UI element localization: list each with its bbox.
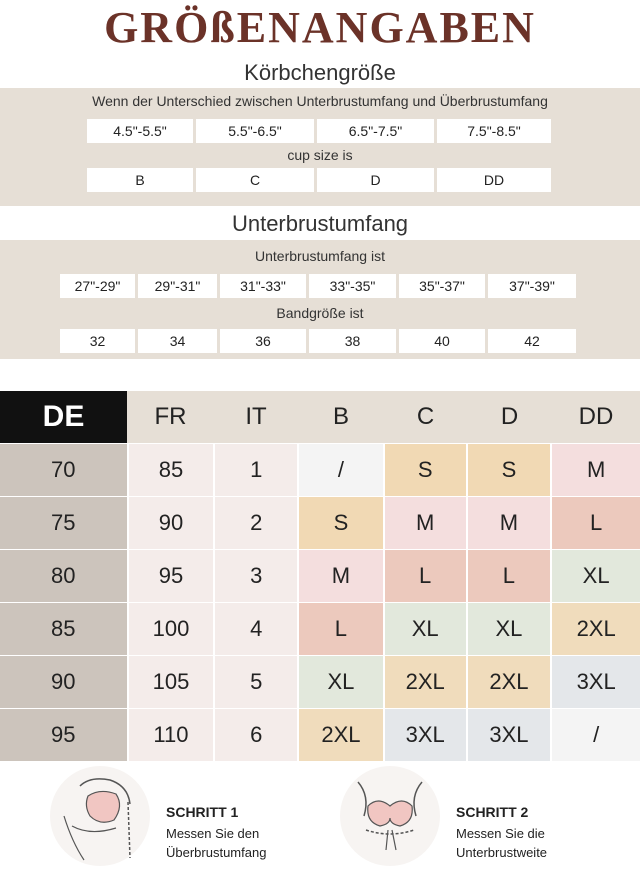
step-1-description: [166, 824, 316, 862]
header-cup-c: C: [384, 391, 467, 443]
range-row: [60, 274, 576, 298]
cell-cup-b: XL: [299, 656, 383, 708]
difference-cell: 6.5"-7.5": [317, 119, 434, 143]
cell-cup-dd: 2XL: [552, 603, 640, 655]
cell-de: 80: [0, 550, 127, 602]
range-cell: 35"-37": [399, 274, 485, 298]
difference-cell: 5.5"-6.5": [196, 119, 314, 143]
band-cell: 42: [488, 329, 576, 353]
range-cell: 33"-35": [309, 274, 396, 298]
step-2-line-2: Unterbrustweite: [456, 845, 548, 860]
band-size-heading: Unterbrustumfang: [231, 211, 409, 236]
table-row: [0, 550, 640, 602]
cell-cup-d: S: [468, 444, 551, 496]
step-2-title: SCHRITT 2: [456, 804, 529, 820]
band-cell: 40: [399, 329, 485, 353]
cell-fr: 90: [129, 497, 214, 549]
cup-size-mid-label: cup size is: [287, 147, 353, 163]
cell-cup-d: M: [468, 497, 551, 549]
cell-cup-d: 3XL: [468, 709, 551, 761]
cell-cup-c: XL: [385, 603, 466, 655]
cell-de: 75: [0, 497, 127, 549]
cup-size-intro: Wenn der Unterschied zwischen Unterbrustumfang und Überbrustumfang: [92, 93, 548, 109]
cell-cup-b: M: [299, 550, 383, 602]
step-1-line-2: Überbrustumfang: [166, 845, 267, 860]
table-body: [0, 444, 640, 761]
cell-cup-b: /: [299, 444, 383, 496]
measure-overbust-icon: [50, 766, 150, 866]
range-cell: 29"-31": [138, 274, 217, 298]
table-row: [0, 444, 640, 496]
cell-fr: 95: [129, 550, 214, 602]
cell-cup-c: 3XL: [385, 709, 466, 761]
cell-cup-c: M: [385, 497, 466, 549]
measure-underbust-icon: [340, 766, 440, 866]
cup-cell: DD: [437, 168, 551, 192]
cup-cell: C: [196, 168, 314, 192]
difference-cell: 7.5"-8.5": [437, 119, 551, 143]
step-2-description: [456, 824, 606, 862]
cell-cup-b: 2XL: [299, 709, 383, 761]
header-cup-b: B: [298, 391, 384, 443]
cup-cell: D: [317, 168, 434, 192]
cell-cup-d: 2XL: [468, 656, 551, 708]
range-cell: 27"-29": [60, 274, 135, 298]
cell-it: 5: [215, 656, 297, 708]
table-row: [0, 497, 640, 549]
cell-cup-c: 2XL: [385, 656, 466, 708]
band-cell: 34: [138, 329, 217, 353]
cell-it: 3: [215, 550, 297, 602]
cup-cell: B: [87, 168, 193, 192]
cell-fr: 110: [129, 709, 214, 761]
step-1-title: SCHRITT 1: [166, 804, 239, 820]
cell-fr: 105: [129, 656, 214, 708]
cell-it: 6: [215, 709, 297, 761]
cell-cup-dd: /: [552, 709, 640, 761]
cell-it: 4: [215, 603, 297, 655]
table-row: [0, 603, 640, 655]
cup-size-heading: Körbchengröße: [244, 60, 396, 85]
band-size-intro: Unterbrustumfang ist: [255, 248, 385, 264]
cell-cup-c: S: [385, 444, 466, 496]
cell-fr: 100: [129, 603, 214, 655]
band-cell: 38: [309, 329, 396, 353]
table-row: [0, 656, 640, 708]
cell-cup-dd: L: [552, 497, 640, 549]
band-cell: 36: [220, 329, 306, 353]
cell-cup-dd: 3XL: [552, 656, 640, 708]
cell-cup-dd: XL: [552, 550, 640, 602]
cell-fr: 85: [129, 444, 214, 496]
table-row: [0, 709, 640, 761]
header-cup-dd: DD: [552, 391, 640, 443]
header-de: DE: [0, 391, 127, 443]
header-it: IT: [214, 391, 298, 443]
cell-it: 1: [215, 444, 297, 496]
band-cell: 32: [60, 329, 135, 353]
page-title: GRÖßENANGABEN: [104, 3, 536, 52]
table-header-row: [0, 391, 640, 443]
band-size-panel: [0, 240, 640, 359]
range-cell: 31"-33": [220, 274, 306, 298]
cell-de: 85: [0, 603, 127, 655]
header-cup-d: D: [467, 391, 552, 443]
step-1: [50, 766, 310, 866]
cell-cup-d: L: [468, 550, 551, 602]
cell-cup-dd: M: [552, 444, 640, 496]
cell-de: 70: [0, 444, 127, 496]
band-size-mid-label: Bandgröße ist: [276, 305, 364, 321]
cell-de: 90: [0, 656, 127, 708]
cup-row: [87, 168, 551, 192]
cell-it: 2: [215, 497, 297, 549]
difference-cell: 4.5"-5.5": [87, 119, 193, 143]
range-cell: 37"-39": [488, 274, 576, 298]
cup-size-panel: [0, 88, 640, 206]
size-conversion-table: [0, 391, 640, 762]
cell-cup-b: L: [299, 603, 383, 655]
band-row: [60, 329, 576, 353]
cell-de: 95: [0, 709, 127, 761]
cell-cup-b: S: [299, 497, 383, 549]
step-1-line-1: Messen Sie den: [166, 826, 260, 841]
step-2: [340, 766, 600, 866]
header-fr: FR: [127, 391, 214, 443]
cell-cup-c: L: [385, 550, 466, 602]
cell-cup-d: XL: [468, 603, 551, 655]
step-2-line-1: Messen Sie die: [456, 826, 545, 841]
difference-row: [87, 119, 551, 143]
